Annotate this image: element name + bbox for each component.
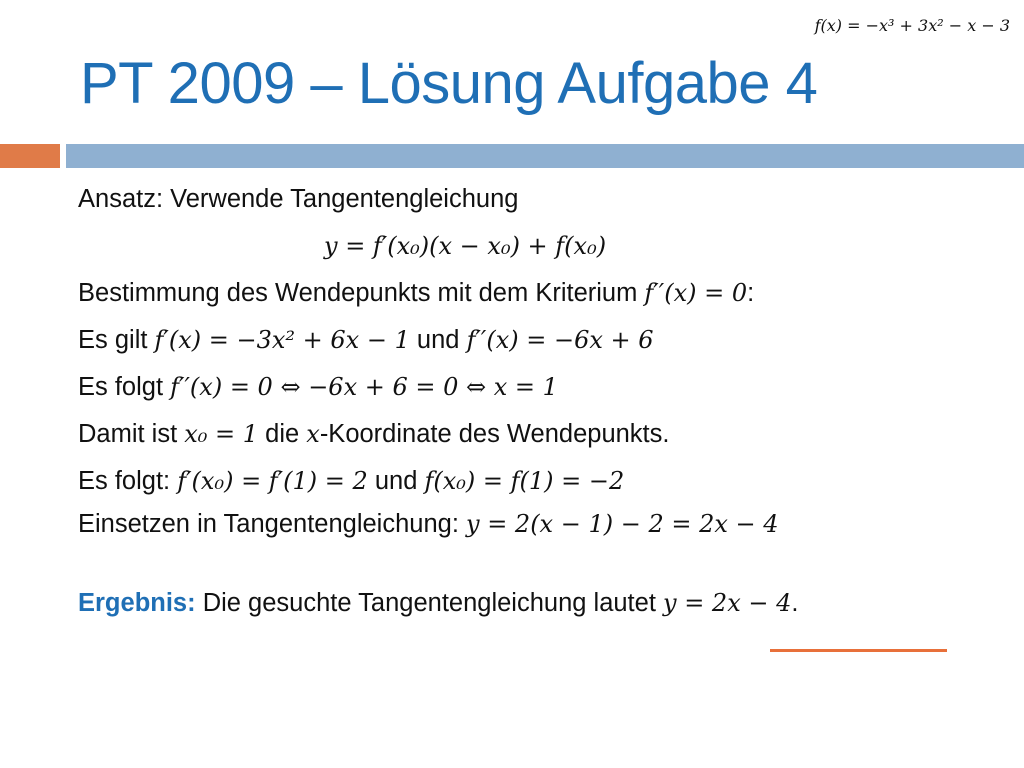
result-text: Die gesuchte Tangentengleichung lautet [195,589,663,617]
approach-text: Ansatz: Verwende Tangentengleichung [78,185,519,213]
criterion-text: Bestimmung des Wendepunkts mit dem Kriterium [78,279,645,307]
line-substitute [78,511,1004,558]
derivatives-intro: Es gilt [78,326,155,354]
result-label: Ergebnis: [78,589,196,617]
tangent-formula: y = f′(x₀)(x − x₀) + f(x₀) [324,232,607,260]
accent-bar-blue [66,144,1024,168]
solve-formula: f′′(x) = 0 ⇔ −6x + 6 = 0 ⇔ x = 1 [170,373,558,401]
criterion-formula: f′′(x) = 0 [644,279,748,307]
xcoord-mid: die [258,420,307,448]
solve-intro: Es folgt [78,373,171,401]
slide-title: PT 2009 – Lösung Aufgabe 4 [80,51,818,116]
derivatives-and: und [409,326,467,354]
function-definition: f(x) = −x³ + 3x² − x − 3 [814,16,1010,35]
result-period: . [791,589,799,617]
second-derivative: f′′(x) = −6x + 6 [466,326,654,354]
line-solve [78,374,1004,421]
x0-value: x₀ = 1 [184,420,259,448]
line-x-coordinate [78,421,1004,468]
values-and: und [367,467,425,495]
criterion-colon: : [747,279,755,307]
first-derivative: f′(x) = −3x² + 6x − 1 [154,326,410,354]
slide-body [78,186,1004,637]
result-underline [770,649,947,652]
accent-bar-orange [0,144,60,168]
result-formula: y = 2x − 4 [663,589,792,617]
line-result [78,590,1004,637]
slope-value: f′(x₀) = f′(1) = 2 [177,467,368,495]
values-intro: Es folgt: [78,467,178,495]
line-approach [78,186,1004,233]
xcoord-intro: Damit ist [78,420,185,448]
substitute-formula: y = 2(x − 1) − 2 = 2x − 4 [466,510,779,538]
x-variable: x [306,420,320,448]
line-tangent-formula [78,233,1004,280]
line-derivatives [78,327,1004,374]
substitute-intro: Einsetzen in Tangentengleichung: [78,510,466,538]
function-value: f(x₀) = f(1) = −2 [424,467,625,495]
xcoord-end: -Koordinate des Wendepunkts. [319,420,670,448]
line-values [78,468,1004,511]
line-inflection-criterion [78,280,1004,327]
